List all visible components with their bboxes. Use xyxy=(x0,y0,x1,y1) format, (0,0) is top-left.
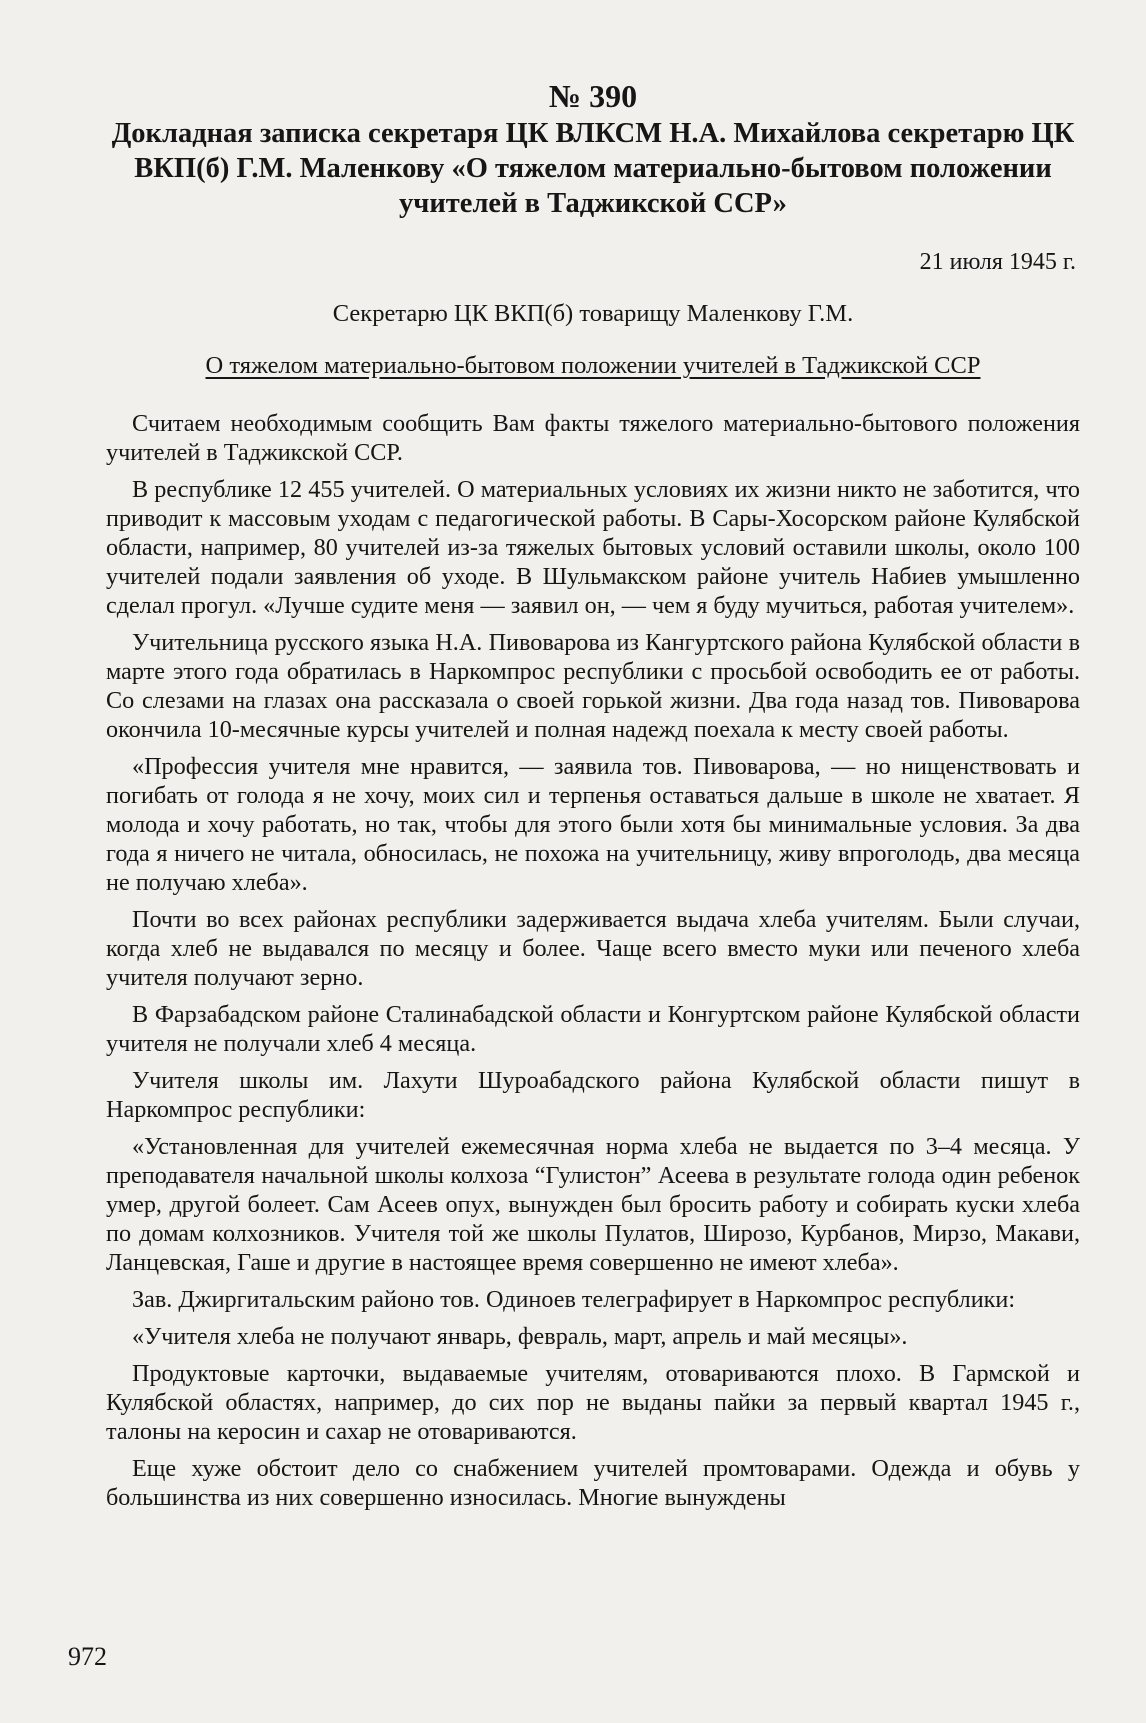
document-date: 21 июля 1945 г. xyxy=(919,249,1076,275)
page-number: 972 xyxy=(68,1642,107,1671)
paragraph: Учителя школы им. Лахути Шуроабадского района Кулябской области пишут в Наркомпрос республики: xyxy=(106,1067,1080,1123)
paragraph: «Профессия учителя мне нравится, — заявила тов. Пивоварова, — но нищенствовать и погибать от голода я не хочу, моих сил и терпенья оставаться дальше в школе не хватает. Я молода и хочу работать, но так, чтобы для этого были хотя бы минимальные условия. За два года я ничего не читала, обносилась, не похожа на учительницу, живу впроголодь, два месяца не получаю хлеба». xyxy=(106,753,1080,896)
paragraph: В республике 12 455 учителей. О материальных условиях их жизни никто не заботится, что приводит к массовым уходам с педагогической работы. В Сары-Хосорском районе Кулябской области, например, 80 учителей из-за тяжелых бытовых условий оставили школы, около 100 учителей подали заявления об уходе. В Шульмакском районе учитель Набиев умышленно сделал прогул. «Лучше судите меня — заявил он, — чем я буду мучиться, работая учителем». xyxy=(106,476,1080,619)
paragraph: «Установленная для учителей ежемесячная норма хлеба не выдается по 3–4 месяца. У преподавателя начальной школы колхоза “Гулистон” Асеева в результате голода один ребенок умер, другой болеет. Сам Асеев опух, вынужден был бросить работу и собирать куски хлеба по домам колхозников. Учителя той же школы Пулатов, Широзо, Курбанов, Мирзо, Макави, Ланцевская, Гаше и другие в настоящее время совершенно не имеют хлеба». xyxy=(106,1133,1080,1276)
paragraph: Продуктовые карточки, выдаваемые учителям, отовариваются плохо. В Гармской и Кулябской областях, например, до сих пор не выданы пайки за первый квартал 1945 г., талоны на керосин и сахар не отовариваются. xyxy=(106,1360,1080,1445)
paragraph: Еще хуже обстоит дело со снабжением учителей промтоварами. Одежда и обувь у большинства из них совершенно износилась. Многие вынуждены xyxy=(106,1455,1080,1511)
document-title: Докладная записка секретаря ЦК ВЛКСМ Н.А. Михайлова секретарю ЦК ВКП(б) Г.М. Маленкову «О тяжелом материально-бытовом положении учителей в Таджикской ССР» xyxy=(111,118,1075,219)
paragraph: Зав. Джиргитальским районо тов. Одиноев телеграфирует в Наркомпрос республики: xyxy=(132,1286,1016,1313)
paragraph: В Фарзабадском районе Сталинабадской области и Конгуртском районе Кулябской области учителя не получали хлеб 4 месяца. xyxy=(106,1001,1080,1057)
addressee-line: Секретарю ЦК ВКП(б) товарищу Маленкову Г.М. xyxy=(332,300,854,327)
subject-heading-text: О тяжелом материально-бытовом положении учителей в Таджикской ССР xyxy=(205,352,981,379)
document-body xyxy=(106,409,1080,1512)
paragraph: Считаем необходимым сообщить Вам факты тяжелого материально-бытового положения учителей в Таджикской ССР. xyxy=(106,410,1080,466)
document-number: № 390 xyxy=(548,78,638,114)
subject-heading xyxy=(106,351,1080,381)
paragraph: Почти во всех районах республики задерживается выдача хлеба учителям. Были случаи, когда хлеб не выдавался по месяцу и более. Чаще всего вместо муки или печеного хлеба учителя получают зерно. xyxy=(106,906,1080,991)
paragraph: Учительница русского языка Н.А. Пивоварова из Кангуртского района Кулябской области в марте этого года обратилась в Наркомпрос республики с просьбой освободить ее от работы. Со слезами на глазах она рассказала о своей горькой жизни. Два года назад тов. Пивоварова окончила 10-месячные курсы учителей и полная надежд поехала к месту своей работы. xyxy=(106,629,1080,743)
paragraph: «Учителя хлеба не получают январь, февраль, март, апрель и май месяцы». xyxy=(132,1323,908,1350)
